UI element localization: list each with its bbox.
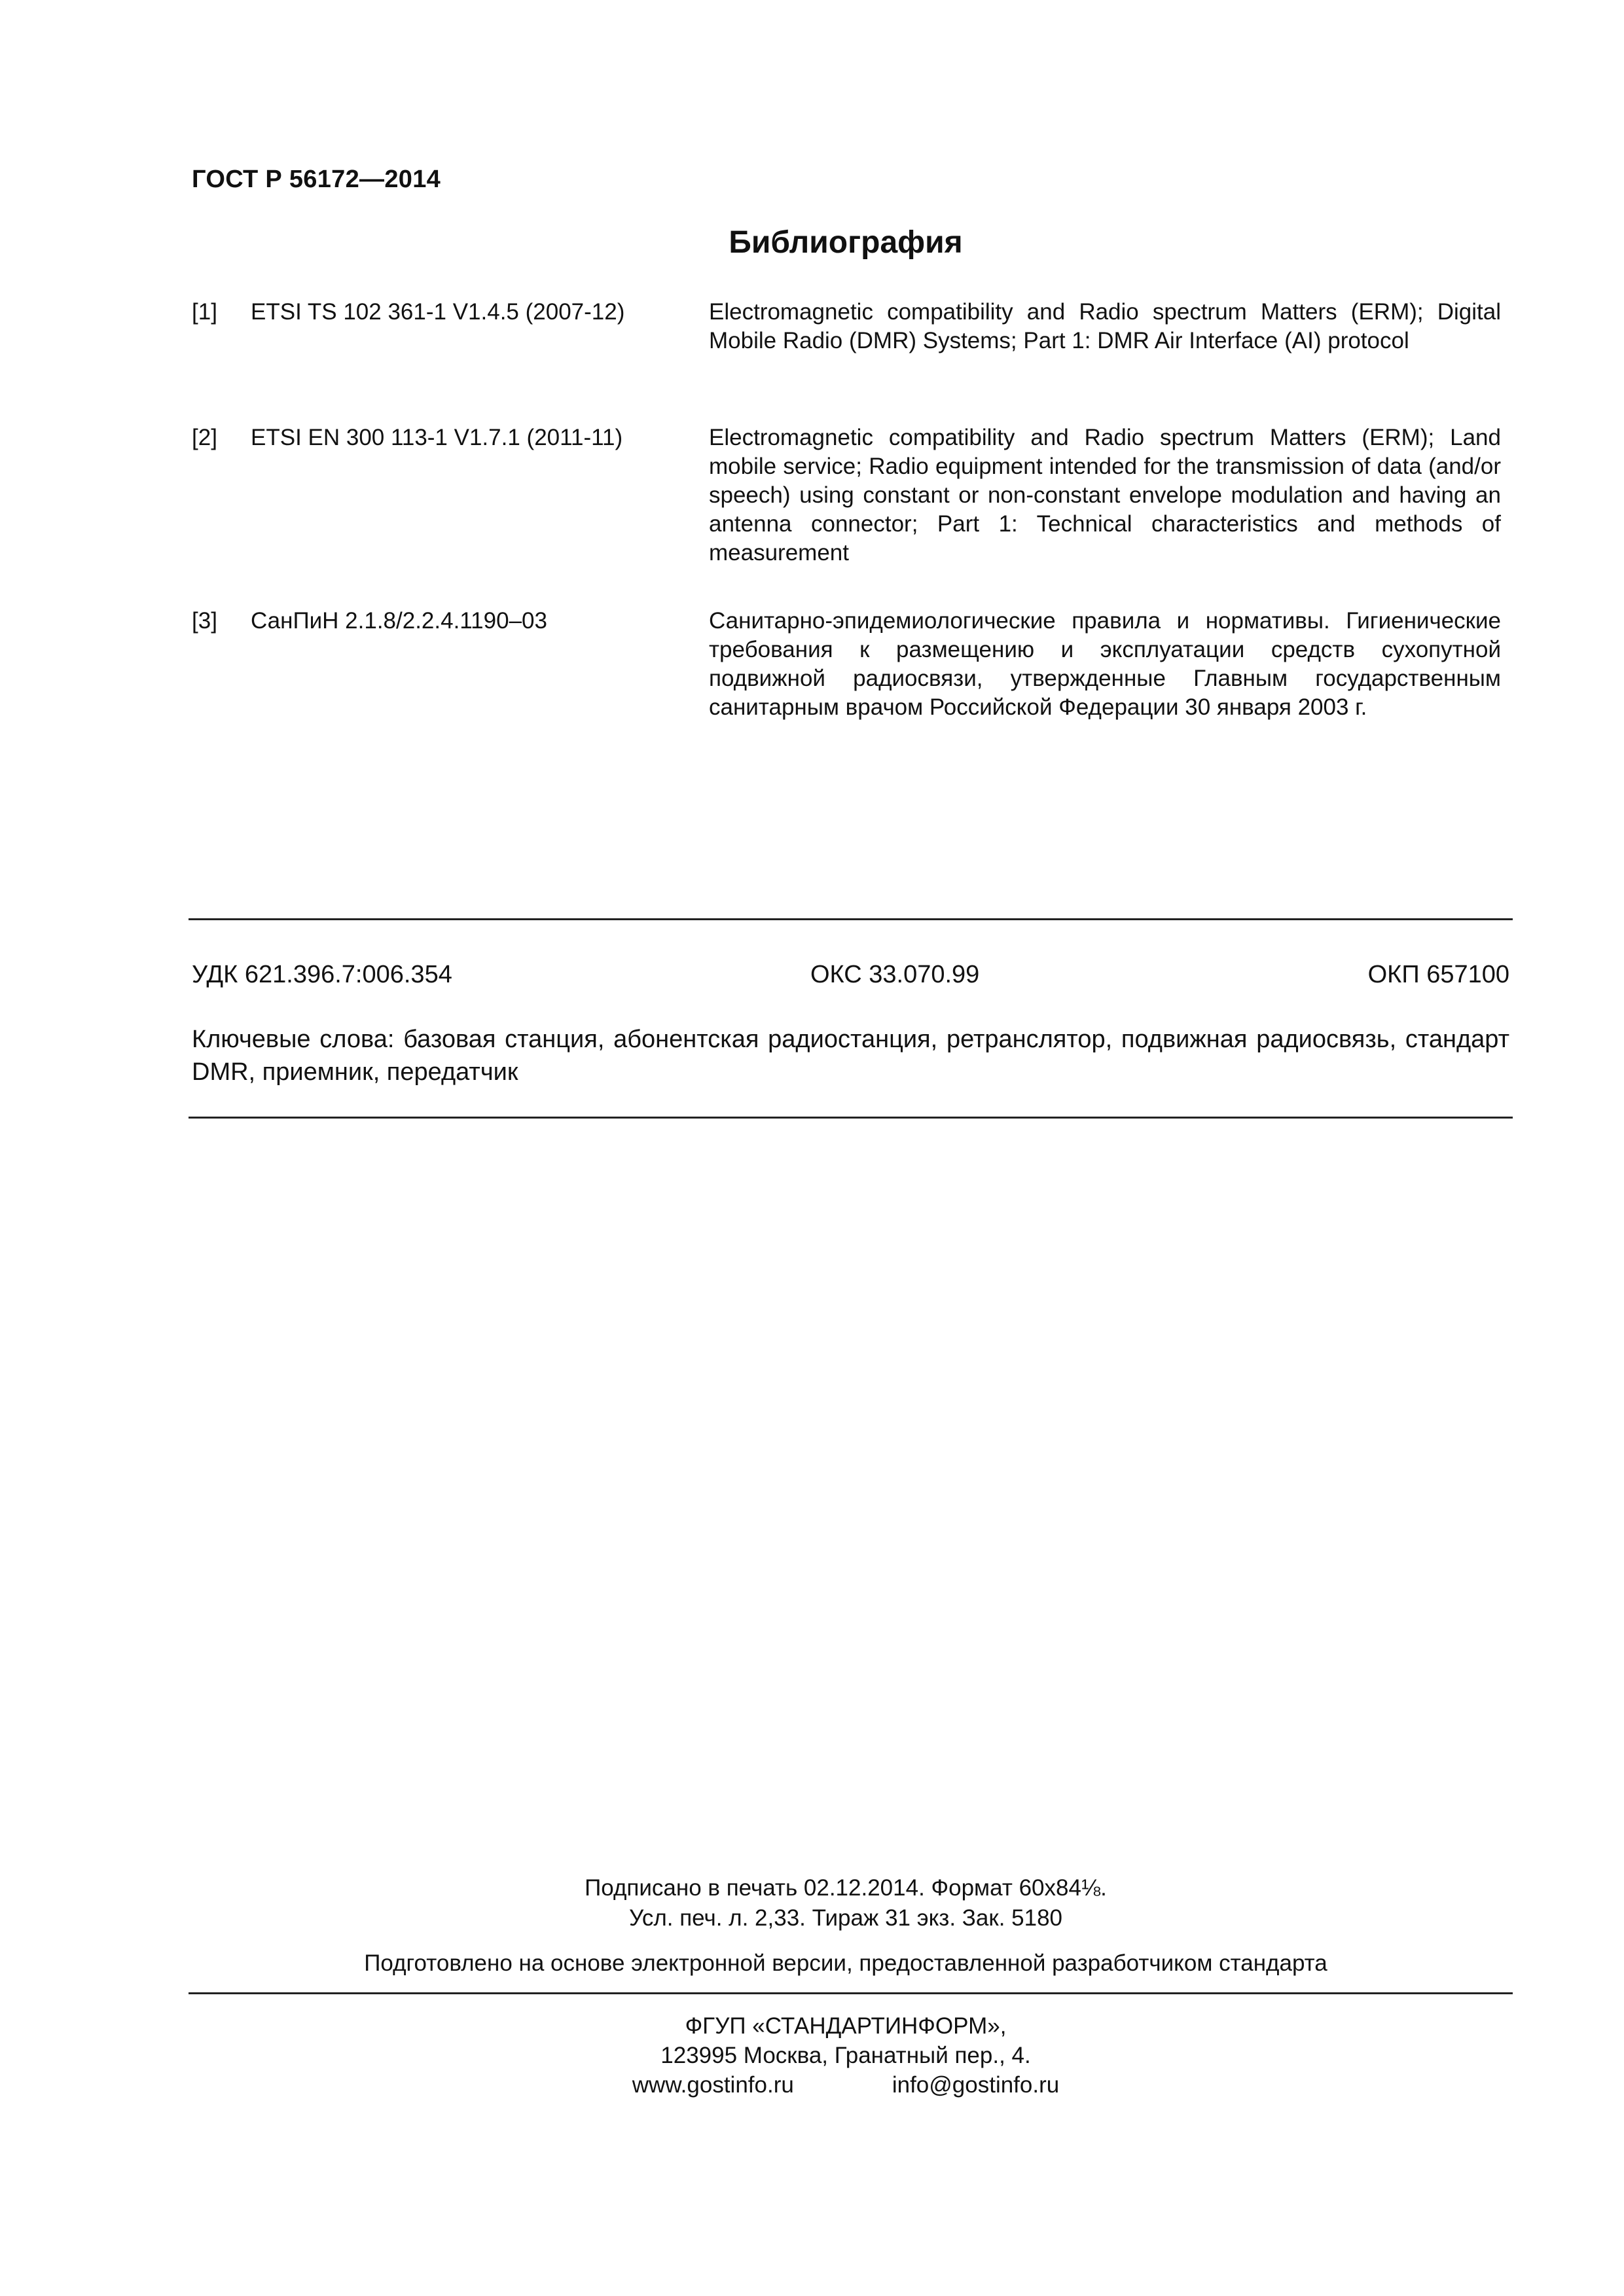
imprint-line-3: Подготовлено на основе электронной версии, предоставленной разработчиком стандарта: [364, 1950, 1327, 1976]
document-code: ГОСТ Р 56172—2014: [192, 166, 441, 193]
bibliography-entry: [192, 423, 1501, 567]
email-link[interactable]: info@gostinfo.ru: [892, 2072, 1060, 2098]
keywords: Ключевые слова: базовая станция, абонентская радиостанция, ретранслятор, подвижная радиосвязь, стандарт DMR, приемник, передатчик: [192, 1026, 1509, 1086]
publisher-contacts: [0, 2070, 1624, 2100]
entry-number: [3]: [192, 608, 217, 634]
bibliography-title: Библиография: [729, 225, 963, 260]
website-link[interactable]: www.gostinfo.ru: [632, 2072, 794, 2098]
publisher-address: 123995 Москва, Гранатный пер., 4.: [660, 2043, 1031, 2068]
entry-reference: ETSI TS 102 361-1 V1.4.5 (2007-12): [251, 299, 625, 325]
entry-description: Electromagnetic compatibility and Radio spectrum Matters (ERM); Land mobile service; Radio equipment intended for the transmission of data (and/or speech) using constant or non-constant envelope modulation and having an antenna connector; Part 1: Technical characteristics and methods of measurement: [709, 425, 1501, 565]
divider-bottom: [189, 1117, 1513, 1119]
divider-top: [189, 918, 1513, 920]
entry-description: Санитарно-эпидемиологические правила и нормативы. Гигиенические требования к размещению и эксплуатации средств сухопутной подвижной радиосвязи, утвержденные Главным государственным санитарным врачом Российской Федерации 30 января 2003 г.: [709, 608, 1501, 720]
bibliography-list: [192, 298, 1501, 722]
bibliography-entry: [192, 607, 1501, 722]
entry-number: [2]: [192, 425, 217, 450]
publisher-name: ФГУП «СТАНДАРТИНФОРМ»,: [685, 2013, 1007, 2039]
imprint-line-1: Подписано в печать 02.12.2014. Формат 60x84⅛.: [585, 1875, 1107, 1901]
udk-code: УДК 621.396.7:006.354: [192, 961, 452, 988]
bibliography-entry: [192, 298, 1501, 384]
entry-description: Electromagnetic compatibility and Radio spectrum Matters (ERM); Digital Mobile Radio (DMR) Systems; Part 1: DMR Air Interface (AI) protocol: [709, 299, 1501, 353]
entry-reference: ETSI EN 300 113-1 V1.7.1 (2011-11): [251, 425, 623, 450]
divider-footer: [189, 1992, 1513, 1994]
entry-reference: СанПиН 2.1.8/2.2.4.1190–03: [251, 608, 547, 634]
imprint-line-2: Усл. печ. л. 2,33. Тираж 31 экз. Зак. 5180: [628, 1905, 1063, 1931]
entry-number: [1]: [192, 299, 217, 325]
okp-code: ОКП 657100: [1367, 961, 1509, 988]
oks-code: ОКС 33.070.99: [810, 961, 980, 988]
